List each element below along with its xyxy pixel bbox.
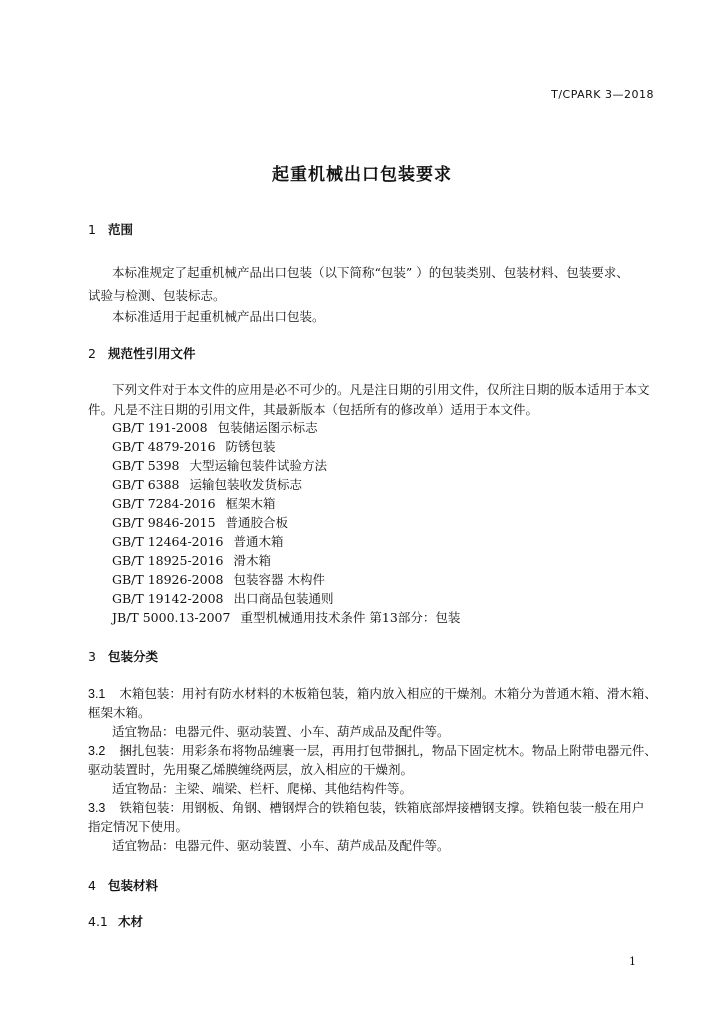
reference-item xyxy=(112,551,271,569)
reference-item xyxy=(112,513,288,531)
section-2-heading xyxy=(88,344,196,362)
clause-3-1 xyxy=(88,684,657,702)
clause-number: 3.2 xyxy=(88,744,106,758)
paragraph-line: 下列文件对于本文件的应用是必不可少的。凡是注日期的引用文件，仅所注日期的版本适用于本文 xyxy=(112,382,650,397)
reference-name: 滑木箱 xyxy=(233,553,272,568)
reference-item xyxy=(112,608,460,626)
reference-item xyxy=(112,418,318,436)
reference-code: GB/T 5398 xyxy=(112,458,180,473)
reference-code: JB/T 5000.13-2007 xyxy=(112,610,231,625)
reference-name: 重型机械通用技术条件 第13部分：包装 xyxy=(240,610,461,625)
clause-text: 木箱包装：用衬有防水材料的木板箱包装，箱内放入相应的干燥剂。木箱分为普通木箱、滑木箱、 xyxy=(119,686,657,701)
clause-number: 3.1 xyxy=(88,687,106,701)
document-title: 起重机械出口包装要求 xyxy=(272,165,452,185)
page-number: 1 xyxy=(629,955,636,968)
section-title: 范围 xyxy=(108,222,134,237)
reference-code: GB/T 6388 xyxy=(112,477,180,492)
clause-text: 捆扎包装：用彩条布将物品缠裹一层，再用打包带捆扎，物品下固定枕木。物品上附带电器元件、 xyxy=(119,743,657,758)
reference-item xyxy=(112,437,276,455)
suitable-items: 适宜物品：电器元件、驱动装置、小车、葫芦成品及配件等。 xyxy=(112,724,450,739)
paragraph-line: 指定情况下使用。 xyxy=(88,819,189,834)
reference-code: GB/T 12464-2016 xyxy=(112,534,224,549)
clause-text: 铁箱包装：用钢板、角钢、槽钢焊合的铁箱包装，铁箱底部焊接槽钢支撑。铁箱包装一般在用户 xyxy=(119,800,645,815)
reference-item xyxy=(112,494,276,512)
clause-number: 3.3 xyxy=(88,801,106,815)
section-1-heading xyxy=(88,220,133,238)
paragraph-line: 件。凡是不注日期的引用文件，其最新版本（包括所有的修改单）适用于本文件。 xyxy=(88,402,539,417)
section-title: 包装材料 xyxy=(108,878,159,893)
paragraph-line: 框架木箱。 xyxy=(88,705,151,720)
reference-code: GB/T 4879-2016 xyxy=(112,439,216,454)
standard-number: T/CPARK 3—2018 xyxy=(551,88,654,101)
reference-item xyxy=(112,589,334,607)
reference-code: GB/T 7284-2016 xyxy=(112,496,216,511)
section-number: 2 xyxy=(88,346,96,361)
section-4-heading xyxy=(88,876,158,894)
paragraph-line: 驱动装置时，先用聚乙烯膜缠绕两层，放入相应的干燥剂。 xyxy=(88,762,414,777)
reference-name: 包装储运图示标志 xyxy=(217,420,318,435)
reference-item xyxy=(112,570,325,588)
section-title: 规范性引用文件 xyxy=(108,346,196,361)
reference-item xyxy=(112,532,284,550)
paragraph-line: 本标准适用于起重机械产品出口包装。 xyxy=(112,309,325,324)
subsection-4-1-heading xyxy=(88,912,143,930)
reference-name: 大型运输包装件试验方法 xyxy=(189,458,328,473)
section-number: 4 xyxy=(88,878,96,893)
clause-3-3 xyxy=(88,798,644,816)
section-3-heading xyxy=(88,647,158,665)
reference-code: GB/T 191-2008 xyxy=(112,420,208,435)
clause-3-2 xyxy=(88,741,657,759)
reference-name: 普通木箱 xyxy=(233,534,284,549)
reference-code: GB/T 18926-2008 xyxy=(112,572,224,587)
section-number: 1 xyxy=(88,222,96,237)
reference-code: GB/T 9846-2015 xyxy=(112,515,216,530)
reference-name: 普通胶合板 xyxy=(225,515,289,530)
reference-name: 运输包装收发货标志 xyxy=(189,477,303,492)
reference-name: 框架木箱 xyxy=(225,496,276,511)
reference-item xyxy=(112,456,327,474)
reference-item xyxy=(112,475,302,493)
subsection-title: 木材 xyxy=(118,914,144,929)
section-number: 3 xyxy=(88,649,96,664)
reference-name: 包装容器 木构件 xyxy=(233,572,325,587)
reference-name: 出口商品包装通则 xyxy=(233,591,334,606)
paragraph-line: 试验与检测、包装标志。 xyxy=(88,288,226,303)
reference-code: GB/T 19142-2008 xyxy=(112,591,224,606)
reference-name: 防锈包装 xyxy=(225,439,276,454)
paragraph-line: 本标准规定了起重机械产品出口包装（以下简称“包装” ）的包装类别、包装材料、包装要求、 xyxy=(112,265,629,280)
suitable-items: 适宜物品：电器元件、驱动装置、小车、葫芦成品及配件等。 xyxy=(112,838,450,853)
suitable-items: 适宜物品：主梁、端梁、栏杆、爬梯、其他结构件等。 xyxy=(112,781,413,796)
subsection-number: 4.1 xyxy=(88,914,108,929)
reference-code: GB/T 18925-2016 xyxy=(112,553,224,568)
section-title: 包装分类 xyxy=(108,649,159,664)
